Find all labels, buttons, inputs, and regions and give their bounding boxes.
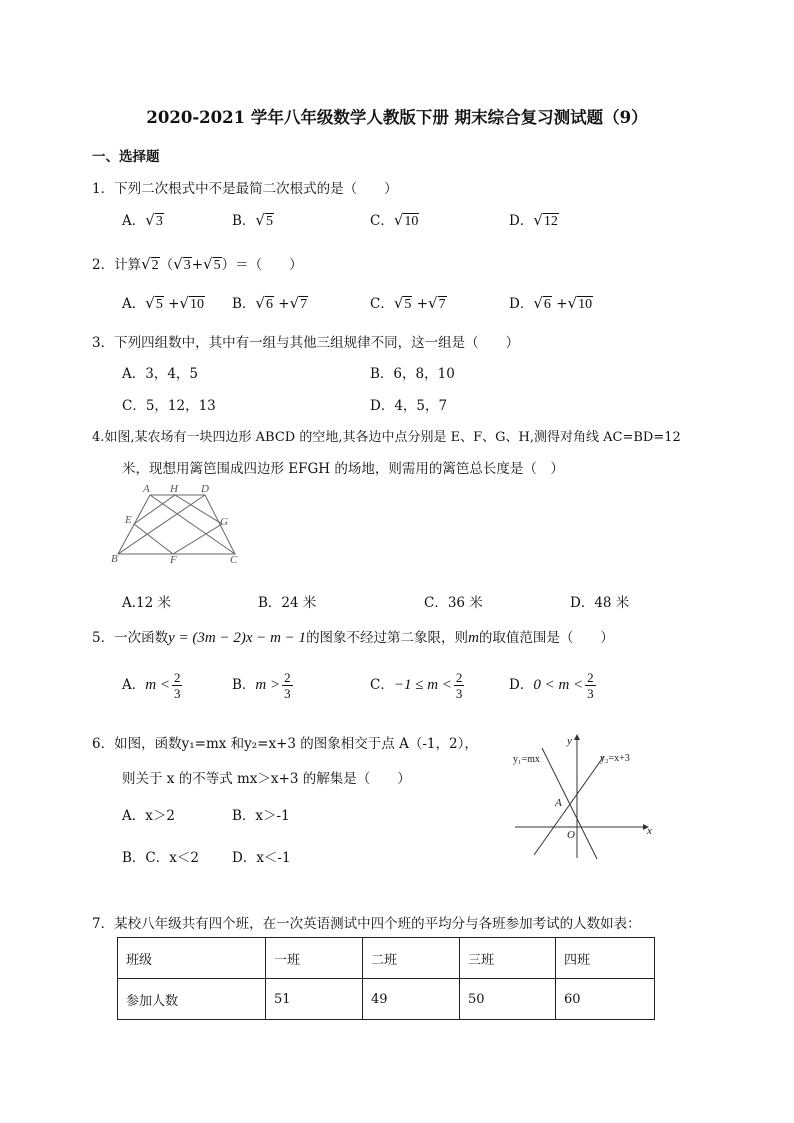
label-y-axis: y <box>567 735 572 747</box>
label-e: E <box>125 514 132 526</box>
plus-sign: + <box>168 296 180 312</box>
fraction <box>172 670 183 701</box>
quadrilateral-figure <box>105 480 255 572</box>
q2-prefix: 2．计算 <box>92 257 142 273</box>
denominator: 3 <box>284 686 291 701</box>
question-1-stem: 1．下列二次根式中不是最简二次根式的是（ ） <box>92 181 398 197</box>
radicand: 3 <box>183 258 191 273</box>
option-letter: C． <box>370 213 394 229</box>
q5-option-a <box>122 670 184 701</box>
sqrt-expression: √10 <box>179 294 204 312</box>
sqrt-expression: √5 <box>393 294 412 312</box>
radicand: 10 <box>189 297 204 312</box>
label-b: B <box>111 553 118 565</box>
denominator: 3 <box>455 686 463 701</box>
q2-option-d <box>509 292 593 313</box>
section-heading: 一、选择题 <box>92 149 160 165</box>
sqrt-expression: √5 <box>145 294 163 312</box>
quadrilateral-abcd <box>118 495 235 554</box>
sqrt-expression: √5 <box>203 255 221 273</box>
q5-option-b <box>232 670 295 701</box>
q5-option-c <box>370 670 466 701</box>
radicand: 6 <box>543 297 551 312</box>
table-cell: 51 <box>266 979 363 1020</box>
option-letter: C． <box>370 296 394 312</box>
quadrilateral-efgh <box>134 495 222 554</box>
label-a: A <box>143 483 150 495</box>
sqrt-expression: √10 <box>567 294 593 312</box>
radicand: 7 <box>300 297 308 312</box>
plus-sign: + <box>416 296 429 312</box>
question-5-stem <box>92 626 614 647</box>
q6-option-b: B．x＞-1 <box>232 808 290 824</box>
numerator: 2 <box>173 670 181 685</box>
radicand: 10 <box>578 297 593 312</box>
option-letter: A． <box>122 677 146 693</box>
label-g: G <box>220 516 228 528</box>
linear-function-formula: y = (3m − 2)x − m − 1 <box>168 630 307 646</box>
plus-sign: + <box>278 296 290 312</box>
fraction <box>454 670 465 701</box>
numerator: 2 <box>587 670 594 685</box>
question-7-stem: 7．某校八年级共有四个班，在一次英语测试中四个班的平均分与各班参加考试的人数如表： <box>92 916 641 932</box>
table-cell: 一班 <box>266 938 363 979</box>
q4-option-b: B．24 米 <box>258 595 317 611</box>
q3-option-c: C．5，12，13 <box>122 398 216 414</box>
sqrt-expression: √5 <box>255 211 273 229</box>
table-row <box>118 979 655 1020</box>
q2-option-c <box>370 292 447 313</box>
question-4-stem-line1: 4.如图,某农场有一块四边形 ABCD 的空地,其各边中点分别是 E、F、G、H,测得对角线 AC=BD=12 <box>92 430 681 445</box>
table-cell: 二班 <box>363 938 460 979</box>
q2-option-b <box>232 292 308 313</box>
radicand: 3 <box>155 214 163 229</box>
sqrt-expression: √7 <box>428 294 446 312</box>
label-origin: O <box>567 829 575 841</box>
q5-middle: 的图象不经过第二象限，则 <box>306 630 469 646</box>
question-6-stem-line1: 6．如图，函数y₁=mx 和y₂=x+3 的图象相交于点 A（-1，2）， <box>92 736 478 752</box>
q3-option-a: A．3，4，5 <box>122 366 199 382</box>
label-d: D <box>201 483 209 495</box>
radicand: 5 <box>265 214 273 229</box>
question-2-stem <box>92 253 303 274</box>
q6-option-c: B．C．x＜2 <box>122 850 199 866</box>
q3-option-b: B．6，8，10 <box>370 366 455 382</box>
fraction <box>585 670 596 701</box>
option-letter: A． <box>122 213 146 229</box>
sqrt-expression: √6 <box>255 294 273 312</box>
label-point-a: A <box>555 797 562 809</box>
question-4-stem-line2: 米，现想用篱笆围成四边形 EFGH 的场地，则需用的篱笆总长度是（ ） <box>122 461 564 477</box>
line-y1 <box>542 748 597 859</box>
inequality: m < <box>145 677 170 693</box>
q1-option-c <box>370 209 419 230</box>
function-graph-figure <box>505 728 660 863</box>
plus-sign: + <box>191 257 204 273</box>
table-header-row <box>118 938 655 979</box>
option-letter: D． <box>509 296 534 312</box>
radicand: 5 <box>404 297 412 312</box>
plus-sign: + <box>556 296 568 312</box>
inequality: m > <box>255 677 281 693</box>
sqrt-expression: √6 <box>533 294 551 312</box>
class-participants-table <box>117 937 655 1020</box>
q3-option-d: D．4，5，7 <box>370 398 448 414</box>
q4-option-d: D．48 米 <box>570 595 630 611</box>
option-letter: D． <box>509 677 534 693</box>
radicand: 5 <box>213 258 221 273</box>
sqrt-expression: √7 <box>289 294 308 312</box>
q2-option-a <box>122 292 205 313</box>
inequality: 0 < m < <box>533 677 584 693</box>
option-letter: D． <box>509 213 534 229</box>
question-3-stem: 3．下列四组数中，其中有一组与其他三组规律不同，这一组是（ ） <box>92 335 520 351</box>
inequality: −1 ≤ m < <box>393 677 452 693</box>
q1-option-d <box>509 209 559 230</box>
radicand: 10 <box>404 214 419 229</box>
q4-option-c: C．36 米 <box>424 595 483 611</box>
radicand: 5 <box>155 297 163 312</box>
table-cell: 50 <box>460 979 556 1020</box>
table-cell: 三班 <box>460 938 556 979</box>
q5-suffix: 的取值范围是（ ） <box>478 630 614 646</box>
radicand: 2 <box>151 258 159 273</box>
option-letter: B． <box>232 677 256 693</box>
page-title: 2020-2021 学年八年级数学人教版下册 期末综合复习测试题（9） <box>146 108 648 127</box>
table-cell: 60 <box>556 979 655 1020</box>
sqrt-expression: √10 <box>393 211 419 229</box>
label-h: H <box>170 483 178 495</box>
q6-option-a: A．x＞2 <box>122 808 175 824</box>
sqrt-expression: √3 <box>173 255 191 273</box>
sqrt-expression: √12 <box>533 211 558 229</box>
fraction <box>282 670 293 701</box>
q5-option-d <box>509 670 598 701</box>
q6-option-d: D．x＜-1 <box>232 850 291 866</box>
label-x-axis: x <box>647 825 652 837</box>
q1-option-a <box>122 209 164 230</box>
question-6-stem-line2: 则关于 x 的不等式 mx＞x+3 的解集是（ ） <box>122 771 411 787</box>
label-c: C <box>230 554 238 566</box>
numerator: 2 <box>284 670 291 685</box>
radicand: 7 <box>438 297 446 312</box>
table-cell: 参加人数 <box>118 979 266 1020</box>
option-letter: A． <box>122 296 146 312</box>
q2-suffix: ）＝（ ） <box>221 257 303 273</box>
denominator: 3 <box>173 686 181 701</box>
option-letter: B． <box>232 296 256 312</box>
q5-prefix: 5．一次函数 <box>92 630 169 646</box>
radicand: 12 <box>543 214 558 229</box>
label-f: F <box>170 554 177 566</box>
variable-m: m <box>468 630 479 646</box>
radicand: 6 <box>265 297 273 312</box>
q4-option-a: A.12 米 <box>122 595 172 611</box>
denominator: 3 <box>587 686 594 701</box>
table-cell: 49 <box>363 979 460 1020</box>
sqrt-expression: √2 <box>141 255 159 273</box>
numerator: 2 <box>455 670 463 685</box>
label-y2: y₂=x+3 <box>600 753 630 764</box>
q2-paren: （ <box>159 257 174 273</box>
option-letter: C． <box>370 677 394 693</box>
option-letter: B． <box>232 213 256 229</box>
label-y1: y₁=mx <box>513 754 540 765</box>
table-cell: 班级 <box>118 938 266 979</box>
q1-option-b <box>232 209 274 230</box>
sqrt-expression: √3 <box>145 211 163 229</box>
table-cell: 四班 <box>556 938 655 979</box>
